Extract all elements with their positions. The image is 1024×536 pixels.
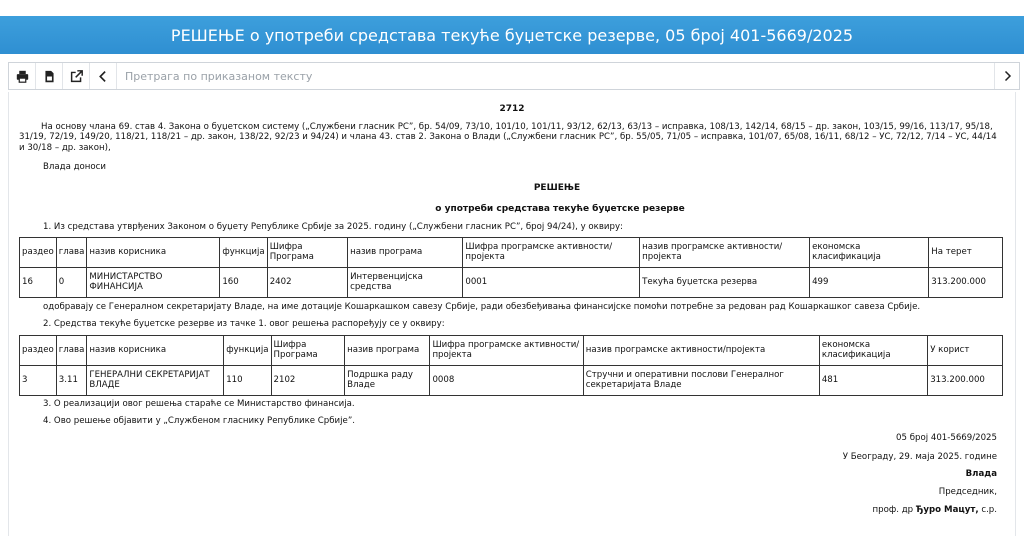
open-external-button[interactable] bbox=[63, 63, 90, 89]
signatory-body: Влада bbox=[965, 469, 997, 479]
table-cell: МИНИСТАРСТВО ФИНАНСИЈА bbox=[87, 268, 220, 298]
chevron-right-icon bbox=[1001, 70, 1013, 82]
header-cell: раздео bbox=[20, 336, 57, 366]
header-cell: назив програмске активности/ пројекта bbox=[640, 238, 810, 268]
search-input[interactable] bbox=[117, 64, 994, 88]
table-cell: 0008 bbox=[430, 366, 583, 396]
table-cell: 313.200.000 bbox=[929, 268, 1003, 298]
table-row bbox=[20, 366, 1003, 396]
signature-line bbox=[873, 505, 997, 515]
print-icon bbox=[16, 70, 29, 83]
signatory-suffix: с.р. bbox=[978, 505, 997, 515]
print-button[interactable] bbox=[9, 63, 36, 89]
item-2-text: 2. Средства текуће буџетске резерве из тачке 1. овог решења распоређују се у оквиру: bbox=[43, 319, 445, 329]
header-cell: Шифра програмске активности/ пројекта bbox=[463, 238, 640, 268]
preamble-paragraph: На основу члана 69. став 4. Закона о буџетском систему („Службени гласник РС”, бр. 54/09, 73/10, 101/10, 101/11, 93/12, 62/13, 63/13 – исправка, 108/13, 142/14, 68/15 – др. закон, 103/15, 99/16, 113/17, 95/18, 31/19, 72/19, 149/20, 118/21, 118/21 – др. закон, 138/22, 92/23 и 94/24) и члана 43. став 2. Закона о Влади („Службени гласник РС”, бр. 55/05, 71/05 – исправка, 101/07, 65/08, 16/11, 68/12 – УС, 72/12, 7/14 – УС, 44/14 и 30/18 – др. закон), bbox=[19, 122, 997, 153]
search-prev-button[interactable] bbox=[90, 63, 117, 89]
document-toolbar bbox=[8, 62, 1020, 90]
header-cell: економска класификација bbox=[819, 336, 927, 366]
header-cell: назив корисника bbox=[87, 336, 224, 366]
document-title-bar bbox=[0, 16, 1024, 54]
table-cell: 0001 bbox=[463, 268, 640, 298]
table-cell: 0 bbox=[56, 268, 87, 298]
table-cell: 313.200.000 bbox=[928, 366, 1003, 396]
header-cell: На терет bbox=[929, 238, 1003, 268]
save-button[interactable] bbox=[36, 63, 63, 89]
item-3-text: 3. О реализацији овог решења стараће се Министарство финансија. bbox=[43, 399, 355, 409]
header-cell: назив програма bbox=[348, 238, 463, 268]
document-body bbox=[8, 92, 1016, 536]
item-4-text: 4. Ово решење објавити у „Службеном гласнику Републике Србије”. bbox=[43, 416, 356, 426]
table-cell: 160 bbox=[220, 268, 267, 298]
header-cell: глава bbox=[56, 336, 87, 366]
allocation-table-1 bbox=[19, 237, 1003, 298]
header-cell: Шифра Програма bbox=[271, 336, 345, 366]
save-icon bbox=[43, 70, 56, 83]
allocation-table-2 bbox=[19, 335, 1003, 396]
table-header-row bbox=[20, 336, 1003, 366]
table-cell: Подршка раду Владе bbox=[345, 366, 430, 396]
approval-paragraph: одобравају се Генералном секретаријату Владе, на име дотације Кошаркашком савезу Србије, ради обезбеђивања финансијске помоћи потребне за редован рад Кошаркашког савеза Србије. bbox=[43, 302, 921, 312]
table-cell: 2102 bbox=[271, 366, 345, 396]
table-row bbox=[20, 268, 1003, 298]
president-title: Председник, bbox=[938, 487, 997, 497]
decision-subheading: о употреби средстава текуће буџетске резерве bbox=[435, 204, 685, 214]
header-cell: економска класификација bbox=[810, 238, 929, 268]
search-next-button[interactable] bbox=[994, 63, 1019, 89]
header-cell: Шифра Програма bbox=[267, 238, 347, 268]
header-cell: У корист bbox=[928, 336, 1003, 366]
header-cell: Шифра програмске активности/ пројекта bbox=[430, 336, 583, 366]
signatory-prefix: проф. др bbox=[872, 505, 916, 515]
header-cell: раздео bbox=[20, 238, 57, 268]
table-cell: 2402 bbox=[267, 268, 347, 298]
place-date: У Београду, 29. маја 2025. године bbox=[842, 452, 997, 462]
header-cell: функција bbox=[224, 336, 271, 366]
decision-heading: РЕШЕЊЕ bbox=[533, 183, 581, 193]
table-cell: Текућа буџетска резерва bbox=[640, 268, 810, 298]
table-cell: ГЕНЕРАЛНИ СЕКРЕТАРИЈАТ ВЛАДЕ bbox=[87, 366, 224, 396]
vlada-donosi-text: Влада доноси bbox=[43, 162, 106, 172]
table-cell: Стручни и оперативни послови Генералног секретаријата Владе bbox=[583, 366, 819, 396]
header-cell: назив програмске активности/пројекта bbox=[583, 336, 819, 366]
table-cell: 499 bbox=[810, 268, 929, 298]
external-link-icon bbox=[70, 70, 83, 83]
table-cell: 3 bbox=[20, 366, 57, 396]
signatory-name: Ђуро Мацут, bbox=[915, 505, 979, 515]
document-title: РЕШЕЊЕ о употреби средстава текуће буџетске резерве, 05 број 401-5669/2025 bbox=[170, 25, 854, 45]
header-cell: функција bbox=[220, 238, 267, 268]
table-cell: Интервенцијска средства bbox=[348, 268, 463, 298]
table-cell: 110 bbox=[224, 366, 271, 396]
reference-number: 05 број 401-5669/2025 bbox=[896, 433, 997, 443]
table-cell: 3.11 bbox=[56, 366, 87, 396]
item-1-text: 1. Из средстава утврђених Законом о буџету Републике Србије за 2025. годину („Службени гласник РС”, број 94/24), у оквиру: bbox=[43, 222, 623, 232]
table-cell: 16 bbox=[20, 268, 57, 298]
document-number: 2712 bbox=[499, 104, 525, 114]
header-cell: назив програма bbox=[345, 336, 430, 366]
header-cell: назив корисника bbox=[87, 238, 220, 268]
header-cell: глава bbox=[56, 238, 87, 268]
table-header-row bbox=[20, 238, 1003, 268]
chevron-left-icon bbox=[97, 70, 110, 83]
table-cell: 481 bbox=[819, 366, 927, 396]
